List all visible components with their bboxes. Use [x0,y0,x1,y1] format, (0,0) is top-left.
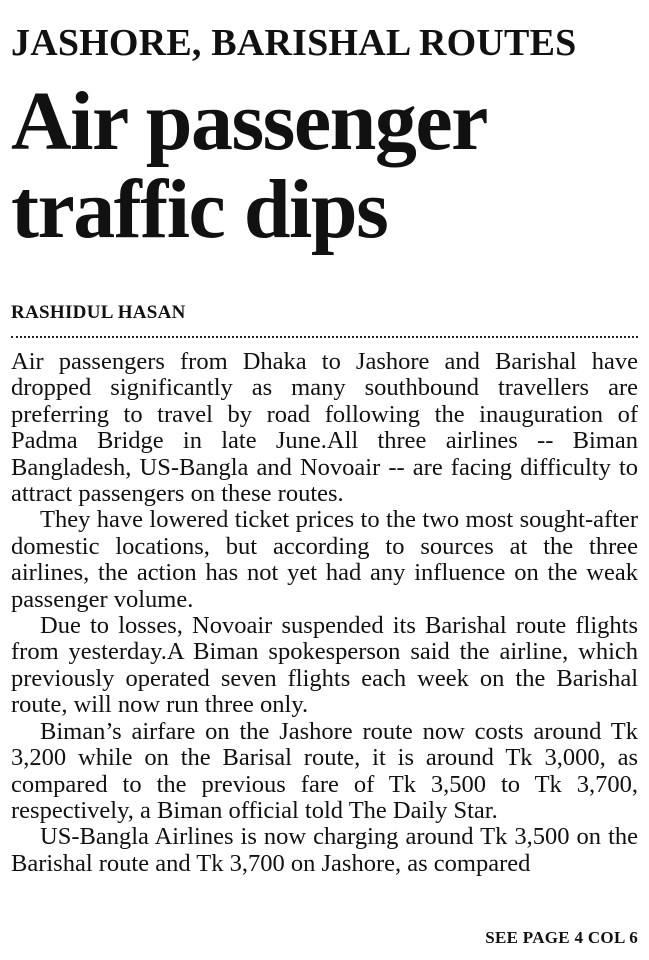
paragraph: Biman’s airfare on the Jashore route now costs around Tk 3,200 while on the Barisal route, it is around Tk 3,000, as compared to the previous fare of Tk 3,500 to Tk 3,700, respectively, a Biman official told The Daily Star. [11,717,638,824]
headline: Air passenger traffic dips [11,75,486,256]
paragraph: Air passengers from Dhaka to Jashore and Barishal have dropped significantly as many southbound travellers are preferring to travel by road following the inauguration of Padma Bridge in late June.All three airlines -- Biman Bangladesh, US-Bangla and Novoair -- are facing difficulty to attract passengers on these routes. [11,348,638,508]
kicker-heading: JASHORE, BARISHAL ROUTES [11,22,577,64]
article-body [11,349,638,877]
paragraph: US-Bangla Airlines is now charging around Tk 3,500 on the Barishal route and Tk 3,700 on Jashore, as compared [11,823,638,877]
paragraph: They have lowered ticket prices to the two most sought-after domestic locations, but according to sources at the three airlines, the action has not yet had any influence on the weak passenger volume. [11,506,638,613]
continuation-link: SEE PAGE 4 COL 6 [485,928,638,947]
paragraph: Due to losses, Novoair suspended its Barishal route flights from yesterday.A Biman spokesperson said the airline, which previously operated seven flights each week on the Barishal route, will now run three only. [11,612,638,719]
byline: RASHIDUL HASAN [11,302,186,323]
dotted-divider [11,336,638,338]
